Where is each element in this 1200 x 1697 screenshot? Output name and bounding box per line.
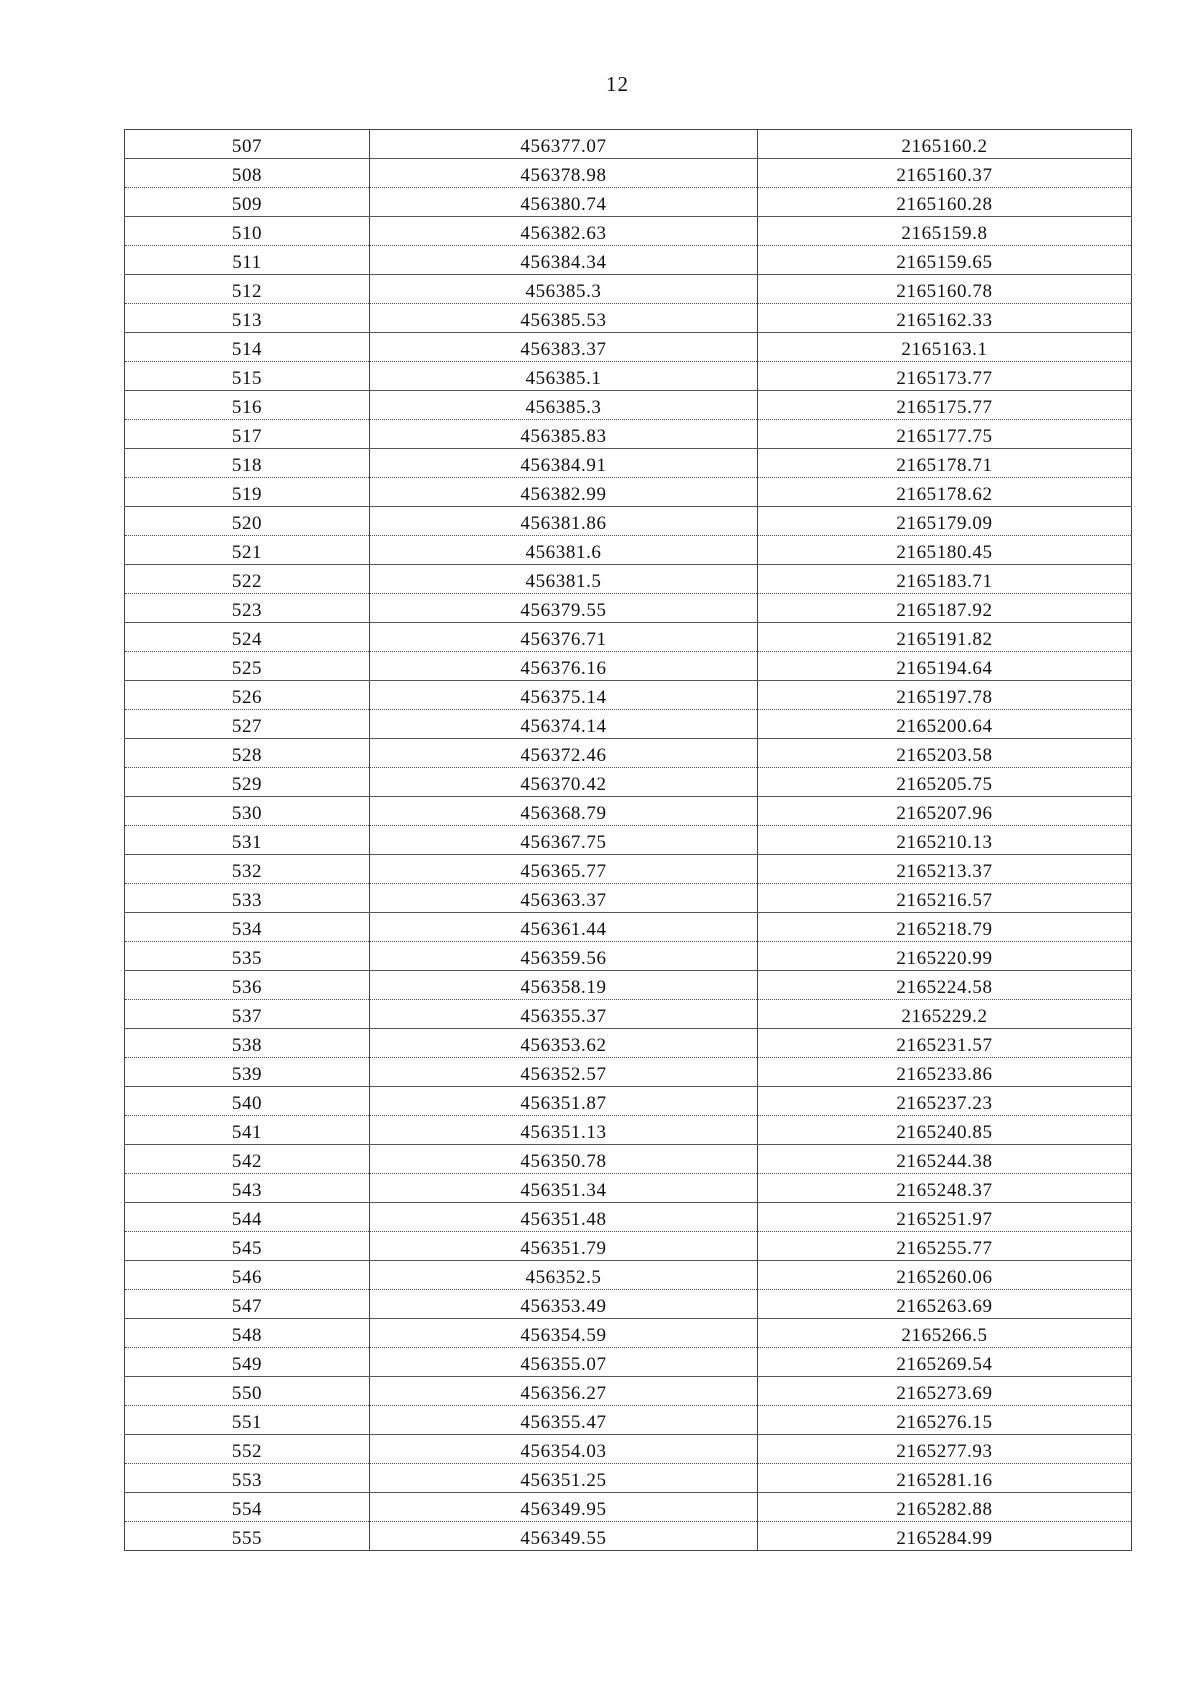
x-coordinate-cell: 456365.77 — [370, 855, 758, 884]
table-row — [125, 710, 1132, 739]
table-row — [125, 507, 1132, 536]
point-number-cell: 546 — [125, 1261, 370, 1290]
table-row — [125, 1000, 1132, 1029]
table-row — [125, 275, 1132, 304]
point-number-cell: 538 — [125, 1029, 370, 1058]
y-coordinate-cell: 2165160.28 — [758, 188, 1132, 217]
page-number: 12 — [606, 72, 629, 96]
point-number-cell: 540 — [125, 1087, 370, 1116]
x-coordinate-cell: 456372.46 — [370, 739, 758, 768]
y-coordinate-cell: 2165159.8 — [758, 217, 1132, 246]
point-number-cell: 513 — [125, 304, 370, 333]
y-coordinate-cell: 2165233.86 — [758, 1058, 1132, 1087]
point-number-cell: 529 — [125, 768, 370, 797]
x-coordinate-cell: 456381.5 — [370, 565, 758, 594]
point-number-cell: 533 — [125, 884, 370, 913]
y-coordinate-cell: 2165229.2 — [758, 1000, 1132, 1029]
x-coordinate-cell: 456350.78 — [370, 1145, 758, 1174]
y-coordinate-cell: 2165159.65 — [758, 246, 1132, 275]
y-coordinate-cell: 2165269.54 — [758, 1348, 1132, 1377]
x-coordinate-cell: 456385.83 — [370, 420, 758, 449]
y-coordinate-cell: 2165216.57 — [758, 884, 1132, 913]
table-row — [125, 884, 1132, 913]
y-coordinate-cell: 2165205.75 — [758, 768, 1132, 797]
y-coordinate-cell: 2165179.09 — [758, 507, 1132, 536]
point-number-cell: 547 — [125, 1290, 370, 1319]
table-row — [125, 1203, 1132, 1232]
y-coordinate-cell: 2165260.06 — [758, 1261, 1132, 1290]
point-number-cell: 521 — [125, 536, 370, 565]
table-row — [125, 1232, 1132, 1261]
y-coordinate-cell: 2165263.69 — [758, 1290, 1132, 1319]
table-row — [125, 565, 1132, 594]
x-coordinate-cell: 456355.07 — [370, 1348, 758, 1377]
table-row — [125, 130, 1132, 159]
point-number-cell: 525 — [125, 652, 370, 681]
point-number-cell: 527 — [125, 710, 370, 739]
x-coordinate-cell: 456368.79 — [370, 797, 758, 826]
x-coordinate-cell: 456358.19 — [370, 971, 758, 1000]
x-coordinate-cell: 456351.13 — [370, 1116, 758, 1145]
table-row — [125, 797, 1132, 826]
y-coordinate-cell: 2165244.38 — [758, 1145, 1132, 1174]
table-row — [125, 217, 1132, 246]
y-coordinate-cell: 2165175.77 — [758, 391, 1132, 420]
point-number-cell: 524 — [125, 623, 370, 652]
x-coordinate-cell: 456382.99 — [370, 478, 758, 507]
y-coordinate-cell: 2165163.1 — [758, 333, 1132, 362]
y-coordinate-cell: 2165248.37 — [758, 1174, 1132, 1203]
y-coordinate-cell: 2165191.82 — [758, 623, 1132, 652]
point-number-cell: 544 — [125, 1203, 370, 1232]
x-coordinate-cell: 456351.87 — [370, 1087, 758, 1116]
y-coordinate-cell: 2165224.58 — [758, 971, 1132, 1000]
point-number-cell: 528 — [125, 739, 370, 768]
table-row — [125, 1261, 1132, 1290]
x-coordinate-cell: 456374.14 — [370, 710, 758, 739]
point-number-cell: 516 — [125, 391, 370, 420]
x-coordinate-cell: 456361.44 — [370, 913, 758, 942]
y-coordinate-cell: 2165220.99 — [758, 942, 1132, 971]
x-coordinate-cell: 456381.6 — [370, 536, 758, 565]
y-coordinate-cell: 2165255.77 — [758, 1232, 1132, 1261]
table-row — [125, 159, 1132, 188]
point-number-cell: 517 — [125, 420, 370, 449]
y-coordinate-cell: 2165277.93 — [758, 1435, 1132, 1464]
table-row — [125, 1029, 1132, 1058]
y-coordinate-cell: 2165178.62 — [758, 478, 1132, 507]
x-coordinate-cell: 456367.75 — [370, 826, 758, 855]
table-row — [125, 652, 1132, 681]
table-row — [125, 188, 1132, 217]
x-coordinate-cell: 456354.59 — [370, 1319, 758, 1348]
table-row — [125, 1319, 1132, 1348]
point-number-cell: 519 — [125, 478, 370, 507]
table-row — [125, 1377, 1132, 1406]
x-coordinate-cell: 456359.56 — [370, 942, 758, 971]
y-coordinate-cell: 2165266.5 — [758, 1319, 1132, 1348]
table-row — [125, 1145, 1132, 1174]
y-coordinate-cell: 2165218.79 — [758, 913, 1132, 942]
x-coordinate-cell: 456378.98 — [370, 159, 758, 188]
point-number-cell: 536 — [125, 971, 370, 1000]
point-number-cell: 523 — [125, 594, 370, 623]
point-number-cell: 531 — [125, 826, 370, 855]
x-coordinate-cell: 456351.79 — [370, 1232, 758, 1261]
y-coordinate-cell: 2165177.75 — [758, 420, 1132, 449]
point-number-cell: 509 — [125, 188, 370, 217]
table-row — [125, 333, 1132, 362]
x-coordinate-cell: 456379.55 — [370, 594, 758, 623]
table-row — [125, 478, 1132, 507]
point-number-cell: 515 — [125, 362, 370, 391]
point-number-cell: 551 — [125, 1406, 370, 1435]
table-row — [125, 1522, 1132, 1551]
x-coordinate-cell: 456352.5 — [370, 1261, 758, 1290]
table-row — [125, 1116, 1132, 1145]
point-number-cell: 549 — [125, 1348, 370, 1377]
y-coordinate-cell: 2165187.92 — [758, 594, 1132, 623]
table-row — [125, 913, 1132, 942]
point-number-cell: 520 — [125, 507, 370, 536]
table-row — [125, 1058, 1132, 1087]
table-row — [125, 855, 1132, 884]
point-number-cell: 512 — [125, 275, 370, 304]
y-coordinate-cell: 2165160.78 — [758, 275, 1132, 304]
y-coordinate-cell: 2165160.2 — [758, 130, 1132, 159]
point-number-cell: 535 — [125, 942, 370, 971]
x-coordinate-cell: 456351.48 — [370, 1203, 758, 1232]
point-number-cell: 510 — [125, 217, 370, 246]
y-coordinate-cell: 2165173.77 — [758, 362, 1132, 391]
point-number-cell: 508 — [125, 159, 370, 188]
table-row — [125, 942, 1132, 971]
table-row — [125, 623, 1132, 652]
x-coordinate-cell: 456383.37 — [370, 333, 758, 362]
x-coordinate-cell: 456355.47 — [370, 1406, 758, 1435]
y-coordinate-cell: 2165207.96 — [758, 797, 1132, 826]
table-row — [125, 768, 1132, 797]
point-number-cell: 530 — [125, 797, 370, 826]
point-number-cell: 541 — [125, 1116, 370, 1145]
x-coordinate-cell: 456385.3 — [370, 275, 758, 304]
table-row — [125, 739, 1132, 768]
x-coordinate-cell: 456384.34 — [370, 246, 758, 275]
y-coordinate-cell: 2165273.69 — [758, 1377, 1132, 1406]
table-row — [125, 420, 1132, 449]
x-coordinate-cell: 456349.95 — [370, 1493, 758, 1522]
point-number-cell: 543 — [125, 1174, 370, 1203]
table-row — [125, 246, 1132, 275]
point-number-cell: 507 — [125, 130, 370, 159]
table-row — [125, 1493, 1132, 1522]
table-row — [125, 971, 1132, 1000]
point-number-cell: 554 — [125, 1493, 370, 1522]
point-number-cell: 511 — [125, 246, 370, 275]
point-number-cell: 534 — [125, 913, 370, 942]
point-number-cell: 532 — [125, 855, 370, 884]
table-row — [125, 594, 1132, 623]
x-coordinate-cell: 456355.37 — [370, 1000, 758, 1029]
x-coordinate-cell: 456353.62 — [370, 1029, 758, 1058]
point-number-cell: 552 — [125, 1435, 370, 1464]
x-coordinate-cell: 456370.42 — [370, 768, 758, 797]
y-coordinate-cell: 2165194.64 — [758, 652, 1132, 681]
point-number-cell: 522 — [125, 565, 370, 594]
coordinates-table-body — [125, 130, 1132, 1551]
point-number-cell: 539 — [125, 1058, 370, 1087]
y-coordinate-cell: 2165282.88 — [758, 1493, 1132, 1522]
table-row — [125, 362, 1132, 391]
point-number-cell: 514 — [125, 333, 370, 362]
y-coordinate-cell: 2165251.97 — [758, 1203, 1132, 1232]
point-number-cell: 550 — [125, 1377, 370, 1406]
point-number-cell: 518 — [125, 449, 370, 478]
point-number-cell: 555 — [125, 1522, 370, 1551]
x-coordinate-cell: 456349.55 — [370, 1522, 758, 1551]
y-coordinate-cell: 2165203.58 — [758, 739, 1132, 768]
x-coordinate-cell: 456351.34 — [370, 1174, 758, 1203]
x-coordinate-cell: 456375.14 — [370, 681, 758, 710]
x-coordinate-cell: 456385.1 — [370, 362, 758, 391]
x-coordinate-cell: 456385.53 — [370, 304, 758, 333]
table-row — [125, 1435, 1132, 1464]
x-coordinate-cell: 456363.37 — [370, 884, 758, 913]
point-number-cell: 545 — [125, 1232, 370, 1261]
x-coordinate-cell: 456381.86 — [370, 507, 758, 536]
y-coordinate-cell: 2165210.13 — [758, 826, 1132, 855]
y-coordinate-cell: 2165281.16 — [758, 1464, 1132, 1493]
table-row — [125, 1087, 1132, 1116]
x-coordinate-cell: 456376.71 — [370, 623, 758, 652]
y-coordinate-cell: 2165180.45 — [758, 536, 1132, 565]
table-row — [125, 1406, 1132, 1435]
point-number-cell: 548 — [125, 1319, 370, 1348]
table-row — [125, 449, 1132, 478]
y-coordinate-cell: 2165160.37 — [758, 159, 1132, 188]
table-row — [125, 1174, 1132, 1203]
y-coordinate-cell: 2165178.71 — [758, 449, 1132, 478]
point-number-cell: 537 — [125, 1000, 370, 1029]
table-row — [125, 391, 1132, 420]
y-coordinate-cell: 2165231.57 — [758, 1029, 1132, 1058]
x-coordinate-cell: 456382.63 — [370, 217, 758, 246]
y-coordinate-cell: 2165276.15 — [758, 1406, 1132, 1435]
y-coordinate-cell: 2165213.37 — [758, 855, 1132, 884]
point-number-cell: 526 — [125, 681, 370, 710]
table-row — [125, 1464, 1132, 1493]
x-coordinate-cell: 456380.74 — [370, 188, 758, 217]
y-coordinate-cell: 2165200.64 — [758, 710, 1132, 739]
x-coordinate-cell: 456354.03 — [370, 1435, 758, 1464]
x-coordinate-cell: 456356.27 — [370, 1377, 758, 1406]
x-coordinate-cell: 456384.91 — [370, 449, 758, 478]
point-number-cell: 542 — [125, 1145, 370, 1174]
table-row — [125, 681, 1132, 710]
table-row — [125, 826, 1132, 855]
coordinates-table — [124, 129, 1132, 1551]
table-row — [125, 536, 1132, 565]
y-coordinate-cell: 2165240.85 — [758, 1116, 1132, 1145]
x-coordinate-cell: 456385.3 — [370, 391, 758, 420]
x-coordinate-cell: 456377.07 — [370, 130, 758, 159]
table-row — [125, 1348, 1132, 1377]
table-row — [125, 1290, 1132, 1319]
x-coordinate-cell: 456351.25 — [370, 1464, 758, 1493]
point-number-cell: 553 — [125, 1464, 370, 1493]
y-coordinate-cell: 2165162.33 — [758, 304, 1132, 333]
table-row — [125, 304, 1132, 333]
y-coordinate-cell: 2165197.78 — [758, 681, 1132, 710]
x-coordinate-cell: 456376.16 — [370, 652, 758, 681]
x-coordinate-cell: 456352.57 — [370, 1058, 758, 1087]
y-coordinate-cell: 2165183.71 — [758, 565, 1132, 594]
y-coordinate-cell: 2165237.23 — [758, 1087, 1132, 1116]
y-coordinate-cell: 2165284.99 — [758, 1522, 1132, 1551]
x-coordinate-cell: 456353.49 — [370, 1290, 758, 1319]
